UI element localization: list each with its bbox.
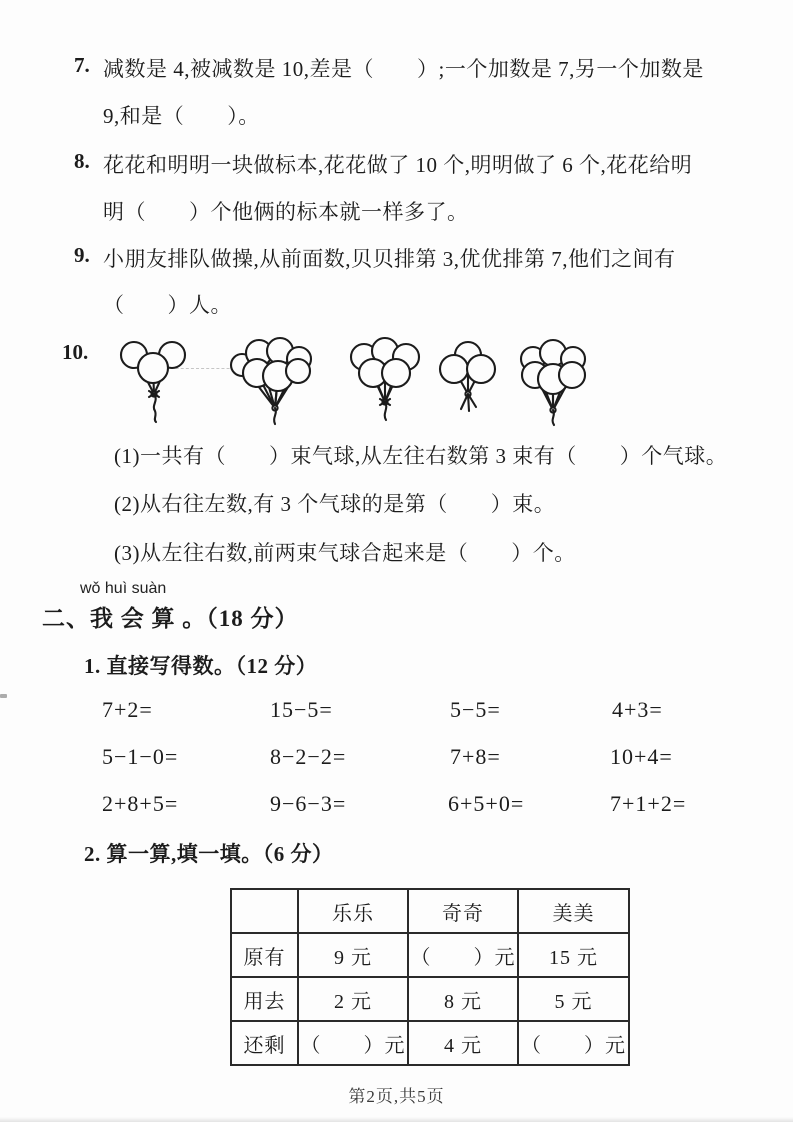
- question-8-line1: 花花和明明一块做标本,花花做了 10 个,明明做了 6 个,花花给明: [103, 153, 693, 177]
- table-row: [231, 977, 629, 1021]
- expression: 7+8=: [450, 744, 501, 769]
- balloon-bunch-1: [93, 330, 213, 437]
- expression: 5−5=: [450, 697, 501, 722]
- row-label: 原有: [231, 933, 298, 977]
- section-2-pinyin: wǒ huì suàn: [80, 580, 167, 597]
- section-2-heading: 二、我 会 算 。（18 分）: [42, 606, 299, 631]
- expression: 7+2=: [102, 697, 153, 722]
- money-table: [230, 888, 630, 1066]
- expression: 5−1−0=: [102, 744, 179, 769]
- expression: 15−5=: [270, 697, 333, 722]
- question-10-sub3: (3)从左往右数,前两束气球合起来是（ ）个。: [114, 541, 576, 565]
- expression: 8−2−2=: [270, 744, 347, 769]
- table-cell: （ ）元: [518, 1021, 629, 1065]
- balloon-bunch-5: [493, 330, 613, 437]
- question-9-number: 9.: [74, 243, 90, 267]
- balloon-bunch-2: [212, 330, 332, 437]
- row-label: 还剩: [231, 1021, 298, 1065]
- table-cell: （ ）元: [408, 933, 518, 977]
- question-9-line1: 小朋友排队做操,从前面数,贝贝排第 3,优优排第 7,他们之间有: [103, 247, 676, 271]
- balloon-bunches-figure: [0, 330, 793, 432]
- question-7-number: 7.: [74, 53, 90, 77]
- question-7-line1: 减数是 4,被减数是 10,差是（ ）;一个加数是 7,另一个加数是: [103, 57, 704, 81]
- question-10-sub2: (2)从右往左数,有 3 个气球的是第（ ）束。: [114, 492, 556, 516]
- section-2-sub1-title: 1. 直接写得数。（12 分）: [84, 654, 318, 678]
- expression: 6+5+0=: [448, 791, 525, 816]
- section-2-sub2-title: 2. 算一算,填一填。（6 分）: [84, 842, 334, 866]
- table-row: [231, 933, 629, 977]
- expression: 7+1+2=: [610, 791, 687, 816]
- table-cell: （ ）元: [298, 1021, 408, 1065]
- table-cell: 2 元: [298, 977, 408, 1021]
- table-cell: 5 元: [518, 977, 629, 1021]
- expression: 2+8+5=: [102, 791, 179, 816]
- question-8-number: 8.: [74, 149, 90, 173]
- expression: 9−6−3=: [270, 791, 347, 816]
- row-label: 用去: [231, 977, 298, 1021]
- scan-edge-mark: [0, 694, 7, 698]
- table-header-row: [231, 889, 629, 933]
- table-row: [231, 1021, 629, 1065]
- question-10-number: 10.: [62, 340, 89, 364]
- table-cell: 4 元: [408, 1021, 518, 1065]
- expression: 4+3=: [612, 697, 663, 722]
- page-number-footer: 第2页,共5页: [348, 1087, 445, 1106]
- table-header-cell: 美美: [518, 889, 629, 933]
- question-7-line2: 9,和是（ ）。: [103, 104, 260, 128]
- table-header-cell: 奇奇: [408, 889, 518, 933]
- table-header-cell: [231, 889, 298, 933]
- question-8-line2: 明（ ）个他俩的标本就一样多了。: [103, 200, 469, 224]
- table-header-cell: 乐乐: [298, 889, 408, 933]
- question-10-sub1: (1)一共有（ ）束气球,从左往右数第 3 束有（ ）个气球。: [114, 444, 728, 468]
- expression: 10+4=: [610, 744, 673, 769]
- table-cell: 8 元: [408, 977, 518, 1021]
- scan-bottom-shadow: [0, 1117, 793, 1122]
- question-9-line2: （ ）人。: [103, 293, 232, 317]
- table-cell: 15 元: [518, 933, 629, 977]
- table-cell: 9 元: [298, 933, 408, 977]
